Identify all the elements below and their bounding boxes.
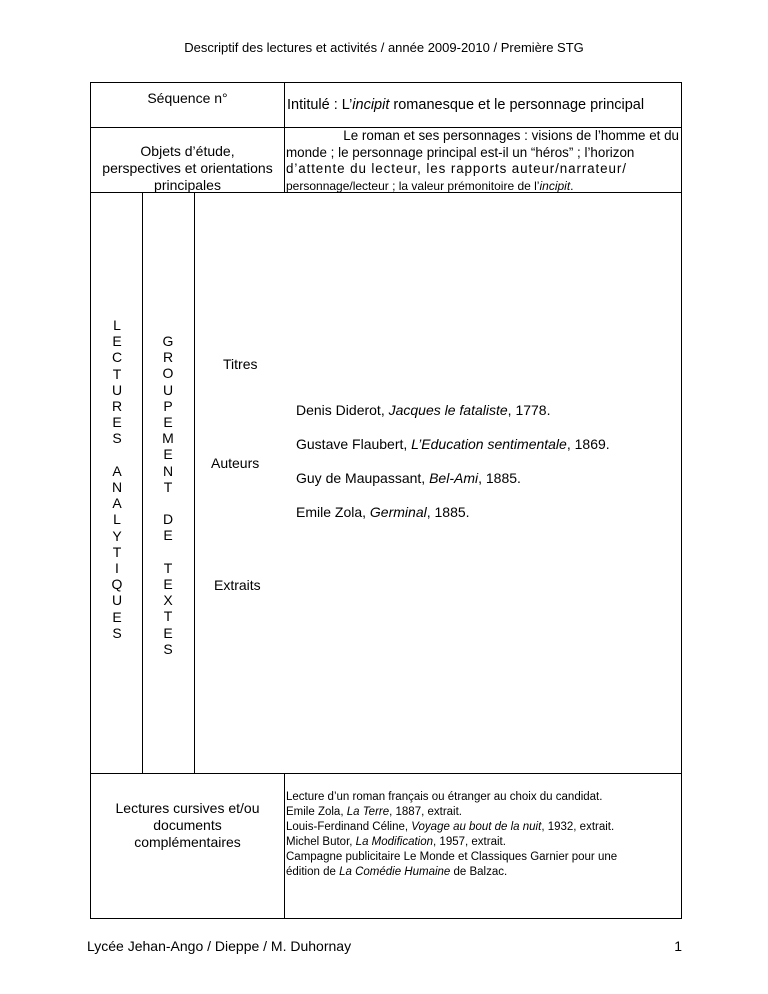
table-divider-3 bbox=[90, 773, 682, 774]
work-item: Emile Zola, Germinal, 1885. bbox=[296, 504, 470, 520]
objets-text: Le roman et ses personnages : visions de l’homme et du monde ; le personnage principal est-il un “héros” ; l’horizon d’attente du lecteur, les rapports auteur/narrateur/ personnage/lecteur ; la valeur prémonitoire de l’incipit. bbox=[286, 128, 679, 193]
table-col-divider-lectures bbox=[142, 192, 143, 774]
cursives-label: Lectures cursives et/ou documents complémentaires bbox=[115, 800, 260, 850]
page-number: 1 bbox=[674, 938, 682, 954]
table-border-right bbox=[681, 82, 682, 919]
table-border-top bbox=[90, 82, 682, 83]
footer-text: Lycée Jehan-Ango / Dieppe / M. Duhornay bbox=[87, 938, 352, 954]
sequence-label: Séquence n° bbox=[147, 90, 228, 106]
titres-label: Titres bbox=[223, 356, 258, 372]
auteurs-label: Auteurs bbox=[211, 455, 260, 471]
works-list bbox=[296, 393, 676, 529]
lectures-analytiques-label: L E C T U R E S A N A L Y T I Q U E S bbox=[111, 317, 123, 641]
page-header: Descriptif des lectures et activités / année 2009-2010 / Première STG bbox=[184, 40, 584, 55]
groupement-de-textes-label: G R O U P E M E N T D E T E X T E S bbox=[162, 333, 174, 657]
table-col-divider-groupement bbox=[194, 192, 195, 774]
table-border-left bbox=[90, 82, 91, 919]
cursives-list: Lecture d’un roman français ou étranger au choix du candidat. Emile Zola, La Terre, 1887, extrait. Louis-Ferdinand Céline, Voyage au bout de la nuit, 1932, extrait. Michel Butor, La Modification, 1957, extrait. Campagne publicitaire Le Monde et Classiques Garnier pour une édition de La Comédie Humaine de Balzac. bbox=[286, 791, 618, 878]
work-item: Gustave Flaubert, L’Education sentimentale, 1869. bbox=[296, 436, 610, 452]
table-border-bottom bbox=[90, 918, 682, 919]
objets-label: Objets d’étude, perspectives et orientations principales bbox=[102, 143, 273, 193]
extraits-label: Extraits bbox=[214, 577, 261, 593]
sequence-intitule: Intitulé : L’incipit romanesque et le personnage principal bbox=[287, 97, 645, 113]
work-item: Guy de Maupassant, Bel-Ami, 1885. bbox=[296, 470, 521, 486]
work-item: Denis Diderot, Jacques le fataliste, 1778. bbox=[296, 402, 551, 418]
